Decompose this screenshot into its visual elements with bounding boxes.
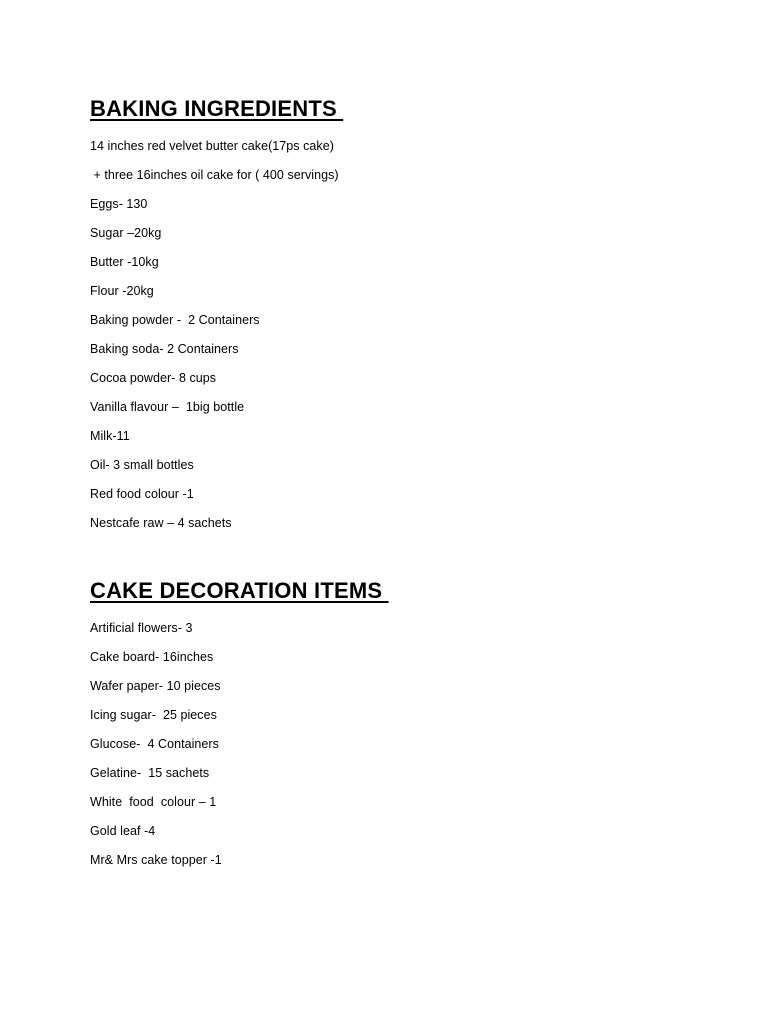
cake-decoration-item: Wafer paper- 10 pieces — [90, 679, 221, 693]
cake-decoration-item: Glucose- 4 Containers — [90, 737, 219, 751]
cake-decoration-item: White food colour – 1 — [90, 795, 217, 809]
baking-ingredient-item: Butter -10kg — [90, 255, 159, 269]
baking-ingredients-list — [90, 138, 339, 544]
baking-ingredient-item: Oil- 3 small bottles — [90, 458, 194, 472]
baking-ingredient-item: Cocoa powder- 8 cups — [90, 371, 217, 385]
baking-ingredient-item: Baking soda- 2 Containers — [90, 342, 239, 356]
baking-ingredient-item: Eggs- 130 — [90, 197, 148, 211]
baking-ingredient-item: Vanilla flavour – 1big bottle — [90, 400, 245, 414]
cake-decoration-item: Cake board- 16inches — [90, 650, 214, 664]
cake-decoration-item: Artificial flowers- 3 — [90, 621, 193, 635]
cake-decoration-items-list — [90, 620, 222, 881]
baking-ingredient-item: 14 inches red velvet butter cake(17ps cake) — [90, 139, 334, 153]
cake-decoration-item: Gold leaf -4 — [90, 824, 156, 838]
baking-ingredient-item: Flour -20kg — [90, 284, 154, 298]
baking-ingredients-heading: BAKING INGREDIENTS — [90, 96, 344, 121]
cake-decoration-items-heading: CAKE DECORATION ITEMS — [90, 578, 389, 603]
baking-ingredient-item: Milk-11 — [90, 429, 130, 443]
baking-ingredient-item: Baking powder - 2 Containers — [90, 313, 260, 327]
baking-ingredient-item: Nestcafe raw – 4 sachets — [90, 516, 232, 530]
cake-decoration-item: Mr& Mrs cake topper -1 — [90, 853, 222, 867]
cake-decoration-item: Icing sugar- 25 pieces — [90, 708, 217, 722]
baking-ingredient-item: Red food colour -1 — [90, 487, 194, 501]
baking-ingredient-item: + three 16inches oil cake for ( 400 servings) — [90, 168, 339, 182]
cake-decoration-item: Gelatine- 15 sachets — [90, 766, 210, 780]
baking-ingredient-item: Sugar –20kg — [90, 226, 162, 240]
